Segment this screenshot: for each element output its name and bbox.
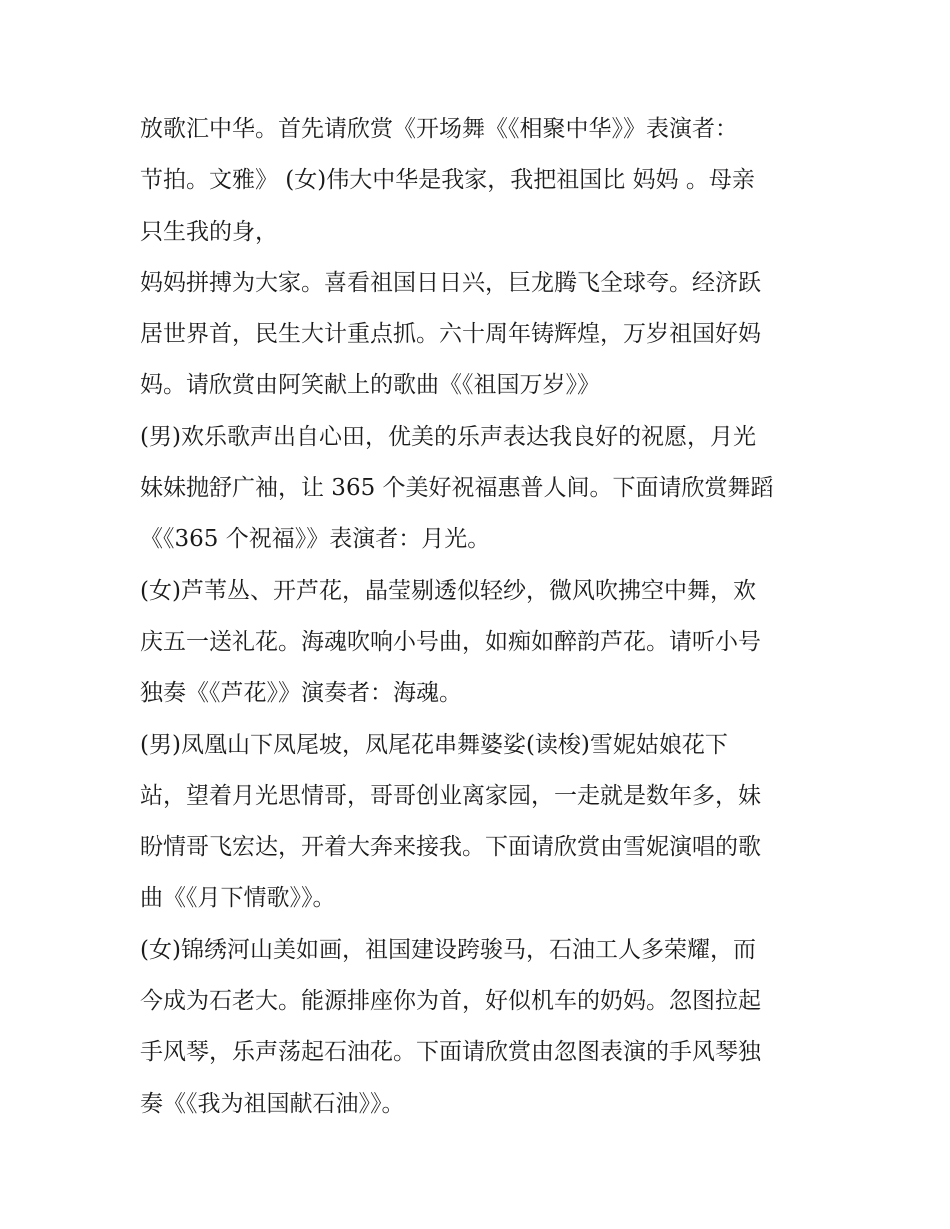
text-line: (男)欢乐歌声出自心田，优美的乐声表达我良好的祝愿，月光 bbox=[140, 423, 756, 450]
text-line: 居世界首，民生大计重点抓。六十周年铸辉煌，万岁祖国好妈 bbox=[140, 321, 761, 348]
text-line: (男)凤凰山下凤尾坡，凤尾花串舞婆娑(读梭)雪妮姑娘花下 bbox=[140, 731, 728, 758]
text-line: 手风琴，乐声荡起石油花。下面请欣赏由忽图表演的手风琴独 bbox=[140, 1039, 761, 1066]
text-line: (女)芦苇丛、开芦花，晶莹剔透似轻纱，微风吹拂空中舞，欢 bbox=[140, 577, 756, 604]
text-line: 曲《《月下情歌》》。 bbox=[140, 885, 336, 912]
text-line: (女)锦绣河山美如画，祖国建设跨骏马，石油工人多荣耀，而 bbox=[140, 936, 756, 963]
text-line: 妹妹抛舒广袖，让 365 个美好祝福惠普人间。下面请欣赏舞蹈 bbox=[140, 475, 774, 502]
text-line: 今成为石老大。能源排座你为首，好似机车的奶妈。忽图拉起 bbox=[140, 988, 761, 1015]
text-line: 只生我的身， bbox=[140, 218, 278, 245]
text-line: 站，望着月光思情哥，哥哥创业离家园，一走就是数年多，妹 bbox=[140, 782, 761, 809]
document-body bbox=[140, 104, 820, 1130]
text-line: 庆五一送礼花。海魂吹响小号曲，如痴如醉韵芦花。请听小号 bbox=[140, 628, 761, 655]
text-line: 放歌汇中华。首先请欣赏《开场舞《《相聚中华》》表演者： bbox=[140, 116, 738, 142]
text-line: 《《365 个祝福》》表演者：月光。 bbox=[140, 526, 491, 553]
text-line: 妈妈拼搏为大家。喜看祖国日日兴，巨龙腾飞全球夸。经济跃 bbox=[140, 269, 761, 296]
text-line: 奏《《我为祖国献石油》》。 bbox=[140, 1090, 405, 1117]
text-line: 盼情哥飞宏达，开着大奔来接我。下面请欣赏由雪妮演唱的歌 bbox=[140, 834, 761, 861]
text-line: 节拍。文雅》 (女)伟大中华是我家，我把祖国比 妈妈 。母亲 bbox=[140, 167, 755, 194]
text-line: 妈。请欣赏由阿笑献上的歌曲《《祖国万岁》》 bbox=[140, 372, 600, 399]
text-line: 独奏《《芦花》》演奏者：海魂。 bbox=[140, 680, 462, 707]
